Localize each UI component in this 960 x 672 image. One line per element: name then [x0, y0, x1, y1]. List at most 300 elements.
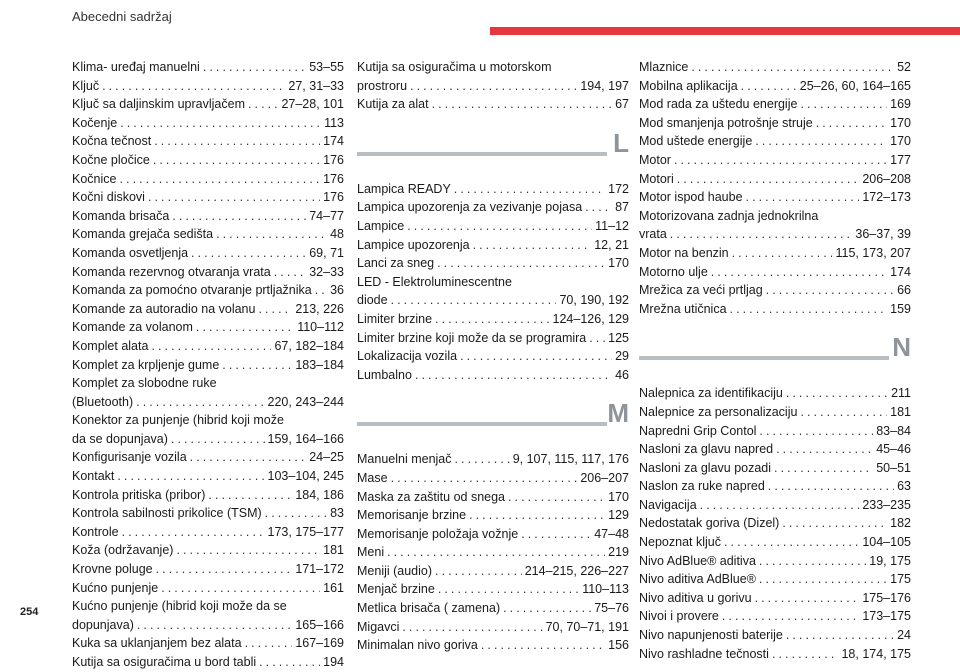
index-entry: [72, 132, 344, 151]
section-divider: [639, 326, 911, 384]
index-entry-pages: 25–26, 60, 164–165: [799, 78, 911, 93]
index-entry: [72, 114, 344, 133]
index-entry: [639, 281, 911, 300]
index-entry: [639, 403, 911, 422]
index-entry: [72, 448, 344, 467]
index-entry: [639, 459, 911, 478]
dot-leader: [151, 337, 271, 356]
index-entry-term: Lampice upozorenja: [357, 237, 470, 252]
index-entry-term: Menjač brzine: [357, 582, 435, 597]
index-entry: [639, 151, 911, 170]
dot-leader: [460, 347, 612, 366]
index-entry: [357, 636, 629, 655]
index-entry-pages: 156: [608, 638, 629, 653]
index-entry-lead: LED - Elektroluminescentne: [357, 274, 512, 289]
index-entry: [72, 337, 344, 356]
dot-leader: [732, 244, 833, 263]
index-entry-term: vrata: [639, 227, 667, 242]
dot-leader: [161, 579, 320, 598]
index-entry: [639, 95, 911, 114]
index-entry-pages: 45–46: [876, 442, 911, 457]
index-entry-term: Mod rada za uštedu energije: [639, 97, 798, 112]
index-entry-pages: 175–176: [862, 590, 911, 605]
index-entry: [72, 151, 344, 170]
index-entry-pages: 66: [897, 283, 911, 298]
dot-leader: [203, 58, 306, 77]
dot-leader: [774, 459, 873, 478]
dot-leader: [315, 281, 327, 300]
index-entry-pages: 220, 243–244: [267, 394, 344, 409]
index-entry-term: Kontakt: [72, 469, 115, 484]
dot-leader: [722, 607, 859, 626]
index-entry-term: Nalepnice za personalizaciju: [639, 404, 798, 419]
index-entry-pages: 176: [323, 171, 344, 186]
index-entry-term: Manuelni menjač: [357, 452, 452, 467]
dot-leader: [136, 393, 264, 412]
dot-leader: [776, 440, 873, 459]
dot-leader: [196, 318, 294, 337]
dot-leader: [700, 496, 860, 515]
index-entry-pages: 12, 21: [594, 237, 629, 252]
index-entry-pages: 63: [897, 479, 911, 494]
index-entry-term: Ključ: [72, 78, 100, 93]
index-entry-pages: 83: [330, 506, 344, 521]
index-entry-pages: 24: [897, 628, 911, 643]
dot-leader: [746, 188, 860, 207]
index-entry-term: Komanda za pomoćno otvaranje prtljažnika: [72, 283, 312, 298]
index-entry: [357, 450, 629, 469]
dot-leader: [415, 366, 612, 385]
index-entry-term: Minimalan nivo goriva: [357, 638, 478, 653]
index-entry-pages: 172–173: [862, 190, 911, 205]
index-entry-pages: 170: [608, 256, 629, 271]
index-entry-pages: 159: [890, 301, 911, 316]
index-entry-pages: 206–207: [580, 470, 629, 485]
index-entry-term: Komplet za krpljenje gume: [72, 357, 220, 372]
index-entry-term: Metlica brisača ( zamena): [357, 601, 501, 616]
index-entry-term: Nivo aditiva u gorivu: [639, 590, 752, 605]
index-entry: [72, 504, 344, 523]
index-entry: [357, 366, 629, 385]
dot-leader: [711, 263, 887, 282]
index-entry: [72, 318, 344, 337]
header-accent-bar: [490, 27, 960, 35]
dot-leader: [800, 95, 887, 114]
dot-leader: [119, 170, 320, 189]
index-entry-term: Lampica READY: [357, 181, 451, 196]
dot-leader: [759, 570, 887, 589]
index-entry-pages: 182: [890, 516, 911, 531]
index-entry-pages: 170: [890, 115, 911, 130]
index-entry-term: Meniji (audio): [357, 563, 433, 578]
index-entry: [639, 207, 911, 244]
index-entry: [72, 579, 344, 598]
dot-leader: [766, 281, 894, 300]
dot-leader: [469, 506, 605, 525]
index-entry: [357, 180, 629, 199]
index-entry-term: Komande za volanom: [72, 320, 193, 335]
index-entry: [357, 562, 629, 581]
index-entry-pages: 165–166: [295, 617, 344, 632]
dot-leader: [122, 523, 265, 542]
index-entry: [357, 58, 629, 95]
index-entry-term: Mobilna aplikacija: [639, 78, 738, 93]
index-entry-term: Kočenje: [72, 115, 118, 130]
dot-leader: [786, 626, 894, 645]
index-entry-pages: 110–113: [582, 582, 629, 597]
dot-leader: [171, 430, 265, 449]
index-entry-pages: 9, 107, 115, 117, 176: [512, 452, 629, 467]
dot-leader: [730, 300, 888, 319]
index-entry: [357, 543, 629, 562]
index-entry-term: Motori: [639, 171, 674, 186]
index-entry-term: Memorisanje brzine: [357, 508, 467, 523]
index-entry-pages: 47–48: [594, 526, 629, 541]
dot-leader: [741, 77, 797, 96]
index-entry: [639, 58, 911, 77]
dot-leader: [772, 645, 839, 664]
dot-leader: [508, 488, 605, 507]
index-entry-pages: 173–175: [862, 609, 911, 624]
index-entry: [357, 506, 629, 525]
dot-leader: [402, 618, 542, 637]
section-divider: [357, 122, 629, 180]
dot-leader: [674, 151, 887, 170]
index-entry-term: Nivo rashladne tečnosti: [639, 646, 769, 661]
index-entry: [357, 329, 629, 348]
index-entry-pages: 103–104, 245: [267, 469, 344, 484]
page-header-title: Abecedni sadržaj: [72, 9, 172, 24]
index-column-2: [357, 58, 629, 655]
index-entry-pages: 48: [330, 227, 344, 242]
dot-leader: [154, 132, 320, 151]
index-entry-term: Maska za zaštitu od snega: [357, 489, 505, 504]
dot-leader: [102, 77, 285, 96]
index-entry-term: Kočne pločice: [72, 152, 150, 167]
dot-leader: [589, 329, 605, 348]
index-entry-term: Nasloni za glavu napred: [639, 442, 774, 457]
dot-leader: [691, 58, 894, 77]
index-entry-term: Meni: [357, 545, 385, 560]
index-entry: [72, 58, 344, 77]
dot-leader: [248, 95, 278, 114]
index-entry-term: Nalepnica za identifikaciju: [639, 386, 783, 401]
index-entry-term: Lampice: [357, 218, 405, 233]
index-entry-term: Klima- uređaj manuelni: [72, 60, 200, 74]
dot-leader: [521, 525, 591, 544]
section-letter: M: [607, 398, 629, 429]
index-entry-term: Nepoznat ključ: [639, 535, 721, 550]
index-entry-pages: 173, 175–177: [267, 524, 344, 539]
index-entry: [72, 281, 344, 300]
dot-leader: [391, 469, 578, 488]
dot-leader: [800, 403, 887, 422]
dot-leader: [259, 653, 320, 672]
index-entry-lead: Motorizovana zadnja jednokrilna: [639, 208, 819, 223]
dot-leader: [208, 486, 292, 505]
dot-leader: [435, 562, 522, 581]
dot-leader: [274, 263, 307, 282]
index-entry-term: diode: [357, 293, 388, 308]
index-entry: [639, 170, 911, 189]
index-entry: [72, 411, 344, 448]
index-entry: [357, 273, 629, 310]
index-entry-pages: 70, 190, 192: [559, 293, 629, 308]
index-entry-pages: 171–172: [295, 562, 344, 577]
dot-leader: [432, 95, 613, 114]
index-entry-pages: 70, 70–71, 191: [545, 619, 629, 634]
index-entry-term: Kutija sa osiguračima u bord tabli: [72, 655, 257, 669]
index-entry-pages: 183–184: [295, 357, 344, 372]
index-entry-pages: 211: [891, 386, 911, 401]
index-entry-term: Motorno ulje: [639, 264, 708, 279]
index-entry-pages: 75–76: [594, 601, 629, 616]
index-entry-pages: 27, 31–33: [288, 78, 344, 93]
index-entry-pages: 174: [890, 264, 911, 279]
index-entry-term: Motor na benzin: [639, 245, 729, 260]
index-entry: [357, 599, 629, 618]
dot-leader: [117, 467, 264, 486]
index-entry-pages: 36: [330, 283, 344, 298]
index-entry: [639, 552, 911, 571]
index-entry: [357, 525, 629, 544]
dot-leader: [473, 236, 592, 255]
dot-leader: [222, 356, 292, 375]
index-entry-term: Navigacija: [639, 497, 697, 512]
index-entry-term: Naslon za ruke napred: [639, 479, 765, 494]
index-entry: [357, 580, 629, 599]
index-entry-pages: 125: [608, 330, 629, 345]
index-entry-term: Nedostatak goriva (Dizel): [639, 516, 780, 531]
index-entry-term: Nasloni za glavu pozadi: [639, 460, 772, 475]
dot-leader: [172, 207, 306, 226]
index-entry: [72, 597, 344, 634]
index-entry-term: Koža (održavanje): [72, 543, 174, 558]
index-entry-pages: 194: [323, 655, 344, 669]
index-entry: [72, 467, 344, 486]
index-entry: [72, 207, 344, 226]
page-number: 254: [20, 606, 39, 618]
index-entry-term: Nivoi i provere: [639, 609, 719, 624]
index-entry-term: Komanda osvetljenja: [72, 245, 189, 260]
index-entry-term: Komanda rezervnog otvaranja vrata: [72, 264, 271, 279]
index-entry: [72, 653, 344, 672]
index-entry-pages: 174: [323, 134, 344, 149]
index-entry-term: Lanci za sneg: [357, 256, 435, 271]
dot-leader: [391, 291, 557, 310]
index-entry-pages: 36–37, 39: [855, 227, 911, 242]
index-entry: [639, 496, 911, 515]
index-entry-pages: 24–25: [309, 450, 344, 465]
dot-leader: [677, 170, 860, 189]
index-entry-pages: 170: [890, 134, 911, 149]
index-entry: [72, 95, 344, 114]
index-entry-pages: 233–235: [862, 497, 911, 512]
index-entry-term: Migavci: [357, 619, 400, 634]
index-entry-pages: 181: [323, 543, 344, 558]
index-entry-term: Mrežna utičnica: [639, 301, 727, 316]
index-entry-term: Kontrola sabilnosti prikolice (TSM): [72, 506, 262, 521]
index-entry-term: Nivo napunjenosti baterije: [639, 628, 783, 643]
index-entry-term: Komanda brisača: [72, 208, 170, 223]
index-entry: [72, 77, 344, 96]
index-entry-term: Mase: [357, 470, 388, 485]
index-entry-pages: 184, 186: [295, 487, 344, 502]
index-entry-pages: 181: [890, 404, 911, 419]
index-entry: [72, 300, 344, 319]
index-entry-term: Mlaznice: [639, 60, 689, 74]
index-entry: [357, 254, 629, 273]
index-entry: [357, 488, 629, 507]
index-entry-pages: 18, 174, 175: [841, 646, 911, 661]
index-entry-pages: 213, 226: [295, 301, 344, 316]
dot-leader: [120, 114, 321, 133]
index-entry-term: Mod smanjenja potrošnje struje: [639, 115, 813, 130]
dot-leader: [755, 589, 860, 608]
index-entry-term: Kočni diskovi: [72, 190, 145, 205]
dot-leader: [481, 636, 605, 655]
index-entry-term: Kontrola pritiska (pribor): [72, 487, 206, 502]
dot-leader: [816, 114, 887, 133]
dot-leader: [670, 225, 853, 244]
dot-leader: [156, 560, 293, 579]
section-rule: [357, 152, 607, 156]
index-entry-pages: 67, 182–184: [274, 338, 344, 353]
section-rule: [639, 356, 889, 360]
index-entry-term: Kočnice: [72, 171, 117, 186]
index-entry: [357, 469, 629, 488]
index-entry: [639, 132, 911, 151]
index-entry-pages: 175: [890, 572, 911, 587]
index-entry-pages: 176: [323, 190, 344, 205]
index-column-1: [72, 58, 344, 672]
index-entry-term: Motor: [639, 152, 671, 167]
index-entry-lead: Konektor za punjenje (hibrid koji može: [72, 413, 284, 428]
index-entry-pages: 167–169: [295, 636, 344, 651]
index-entry: [639, 626, 911, 645]
index-entry-pages: 161: [323, 580, 344, 595]
index-entry-pages: 172: [608, 181, 629, 196]
dot-leader: [782, 514, 887, 533]
index-entry-lead: Kućno punjenje (hibrid koji može da se: [72, 599, 287, 614]
index-entry-pages: 113: [324, 115, 344, 130]
index-entry-pages: 11–12: [595, 218, 629, 233]
index-entry: [357, 310, 629, 329]
index-entry: [72, 523, 344, 542]
index-entry: [639, 440, 911, 459]
dot-leader: [265, 504, 327, 523]
dot-leader: [786, 384, 888, 403]
index-entry-term: Kontrole: [72, 524, 119, 539]
index-entry: [639, 589, 911, 608]
index-entry-term: Limiter brzine koji može da se programira: [357, 330, 587, 345]
index-entry: [357, 217, 629, 236]
index-entry-term: Kočna tečnost: [72, 134, 152, 149]
dot-leader: [245, 634, 293, 653]
index-entry-term: Komplet alata: [72, 338, 149, 353]
index-entry-pages: 52: [897, 60, 911, 74]
index-entry: [639, 188, 911, 207]
index-entry: [639, 263, 911, 282]
index-entry: [72, 486, 344, 505]
dot-leader: [190, 448, 307, 467]
index-entry-pages: 159, 164–166: [267, 431, 344, 446]
index-entry: [72, 225, 344, 244]
index-entry: [639, 645, 911, 664]
index-entry: [639, 533, 911, 552]
index-entry: [639, 300, 911, 319]
index-entry-term: Lokalizacija vozila: [357, 349, 458, 364]
index-entry-pages: 129: [608, 508, 629, 523]
index-entry-term: Konfigurisanje vozila: [72, 450, 187, 465]
index-entry-pages: 27–28, 101: [281, 97, 344, 112]
index-entry-pages: 53–55: [309, 60, 344, 74]
section-divider: [357, 392, 629, 450]
dot-leader: [153, 151, 320, 170]
dot-leader: [407, 217, 592, 236]
index-entry-term: Lampica upozorenja za vezivanje pojasa: [357, 200, 583, 215]
index-entry-pages: 169: [890, 97, 911, 112]
index-entry-term: Komanda grejača sedišta: [72, 227, 214, 242]
index-entry: [72, 263, 344, 282]
index-entry-pages: 104–105: [862, 535, 911, 550]
section-letter: N: [892, 332, 911, 363]
index-entry: [357, 236, 629, 255]
index-entry-pages: 214–215, 226–227: [524, 563, 629, 578]
index-entry-term: Memorisanje položaja vožnje: [357, 526, 519, 541]
index-entry: [357, 198, 629, 217]
dot-leader: [176, 541, 320, 560]
index-entry-term: Nivo AdBlue® aditiva: [639, 553, 756, 568]
index-entry: [639, 477, 911, 496]
index-entry-pages: 124–126, 129: [552, 311, 629, 326]
index-entry-pages: 69, 71: [309, 245, 344, 260]
index-entry: [72, 541, 344, 560]
dot-leader: [759, 422, 873, 441]
index-column-3: [639, 58, 911, 663]
index-entry-pages: 32–33: [309, 264, 344, 279]
index-entry-term: dopunjava): [72, 617, 134, 632]
dot-leader: [435, 310, 550, 329]
dot-leader: [724, 533, 859, 552]
dot-leader: [216, 225, 327, 244]
section-letter: L: [613, 127, 629, 158]
index-entry-pages: 115, 173, 207: [835, 245, 911, 260]
index-entry-term: Mrežica za veći prtljag: [639, 283, 763, 298]
index-entry: [72, 244, 344, 263]
index-entry-term: Limiter brzine: [357, 311, 433, 326]
index-entry: [357, 95, 629, 114]
index-entry-term: Mod uštede energije: [639, 134, 753, 149]
dot-leader: [503, 599, 591, 618]
index-entry-pages: 219: [608, 545, 629, 560]
dot-leader: [137, 616, 292, 635]
index-entry-term: Krovne poluge: [72, 562, 153, 577]
index-entry-lead: Kutija sa osiguračima u motorskom: [357, 60, 552, 74]
index-entry-pages: 29: [615, 349, 629, 364]
index-entry-term: Kućno punjenje: [72, 580, 159, 595]
index-entry-pages: 194, 197: [580, 78, 629, 93]
dot-leader: [387, 543, 605, 562]
index-entry: [357, 347, 629, 366]
index-entry-pages: 177: [890, 152, 911, 167]
index-entry-pages: 67: [615, 97, 629, 112]
index-entry: [639, 607, 911, 626]
index-entry-lead: Komplet za slobodne ruke: [72, 376, 217, 391]
index-entry-pages: 19, 175: [869, 553, 911, 568]
index-entry: [72, 634, 344, 653]
index-entry: [72, 356, 344, 375]
